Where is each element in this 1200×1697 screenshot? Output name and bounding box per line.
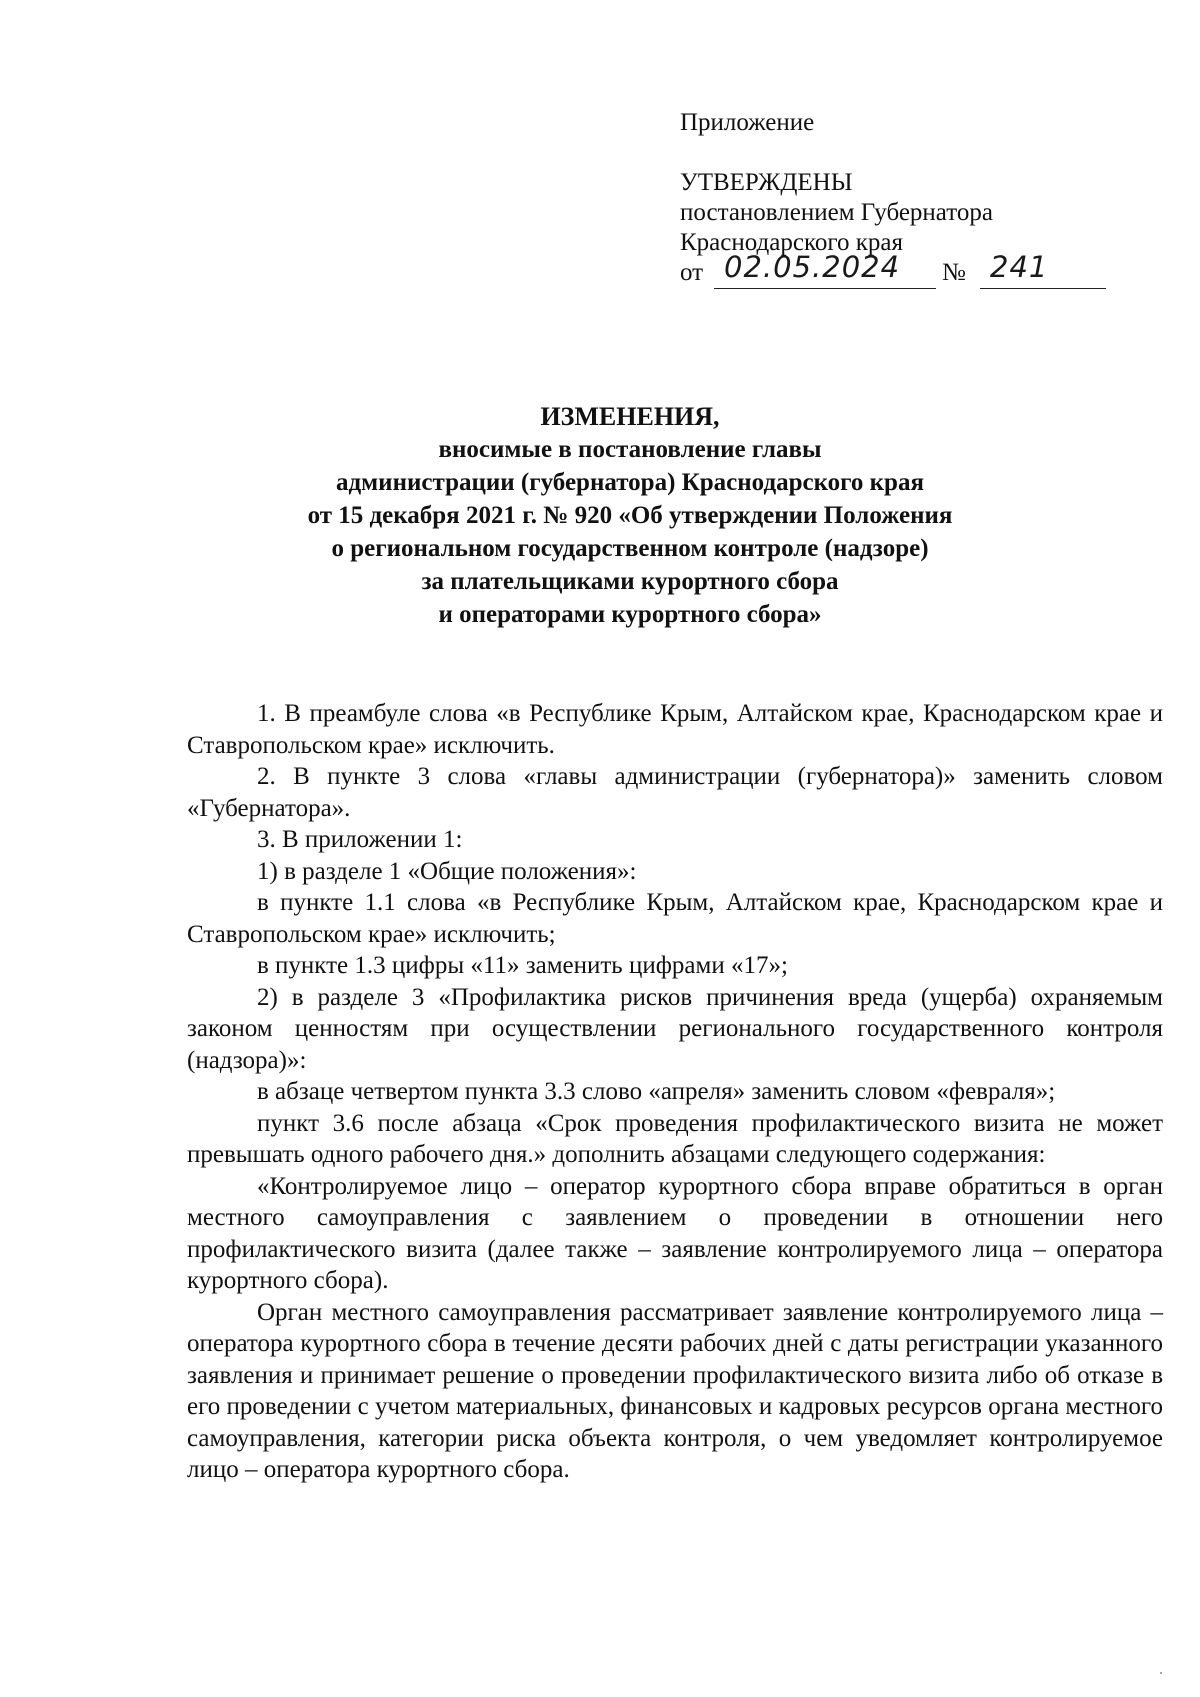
paragraph-8: в абзаце четвертом пункта 3.3 слово «апреля» заменить словом «февраля»; — [257, 1078, 1056, 1105]
date-underline — [714, 288, 936, 289]
title-line-4: от 15 декабря 2021 г. № 920 «Об утверждении Положения — [307, 502, 953, 529]
appendix-label: Приложение — [680, 109, 815, 136]
ot-label: от — [680, 259, 704, 286]
number-underline — [980, 288, 1106, 289]
document-body — [187, 698, 1163, 1486]
document-title — [160, 400, 1100, 631]
handwritten-date: 02.05.2024 — [724, 250, 901, 284]
paragraph-3: 3. В приложении 1: — [257, 826, 463, 853]
paragraph-2: 2. В пункте 3 слова «главы администрации (губернатора)» заменить словом «Губернатора». — [187, 763, 1163, 822]
approved-by-line2: Краснодарского края — [680, 229, 903, 256]
paragraph-7: 2) в разделе 3 «Профилактика рисков причинения вреда (ущерба) охраняемым законом ценностям при осуществлении регионального государственного контроля (надзора)»: — [187, 983, 1163, 1074]
paragraph-9: пункт 3.6 после абзаца «Срок проведения профилактического визита не может превышать одного рабочего дня.» дополнить абзацами следующего содержания: — [187, 1109, 1163, 1168]
title-line-2: вносимые в постановление главы — [438, 436, 822, 463]
title-line-7: и операторами курортного сбора» — [438, 601, 822, 628]
title-line-1: ИЗМЕНЕНИЯ, — [540, 402, 720, 431]
handwritten-number: 241 — [990, 250, 1049, 284]
scan-speck — [1160, 1672, 1162, 1674]
paragraph-11: Орган местного самоуправления рассматривает заявление контролируемого лица – оператора курортного сбора в течение десяти рабочих дней с даты регистрации указанного заявления и принимает решение о проведении профилактического визита либо об отказе в его проведении с учетом материальных, финансовых и кадровых ресурсов органа местного самоуправления, категории риска объекта контроля, о чем уведомляет контролируемое лицо – оператора курортного сбора. — [187, 1298, 1163, 1483]
approved-label: УТВЕРЖДЕНЫ — [680, 169, 853, 196]
paragraph-1: 1. В преамбуле слова «в Республике Крым, Алтайском крае, Краснодарском крае и Ставропольском крае» исключить. — [187, 700, 1163, 759]
approved-by-line1: постановлением Губернатора — [680, 199, 993, 226]
number-label: № — [942, 259, 966, 286]
date-number-line — [680, 250, 1049, 294]
paragraph-4: 1) в разделе 1 «Общие положения»: — [257, 857, 637, 885]
paragraph-10: «Контролируемое лицо – оператор курортного сбора вправе обратиться в орган местного самоуправления с заявлением о проведении в отношении него профилактического визита (далее также – заявление контролируемого лица – оператора курортного сбора). — [187, 1172, 1163, 1294]
approval-block — [680, 108, 1049, 294]
title-line-6: за плательщиками курортного сбора — [421, 568, 839, 595]
title-line-3: администрации (губернатора) Краснодарского края — [336, 469, 924, 496]
paragraph-5: в пункте 1.1 слова «в Республике Крым, Алтайском крае, Краснодарском крае и Ставропольском крае» исключить; — [187, 889, 1163, 948]
paragraph-6: в пункте 1.3 цифры «11» заменить цифрами «17»; — [257, 952, 788, 979]
title-line-5: о региональном государственном контроле (надзоре) — [331, 535, 929, 562]
